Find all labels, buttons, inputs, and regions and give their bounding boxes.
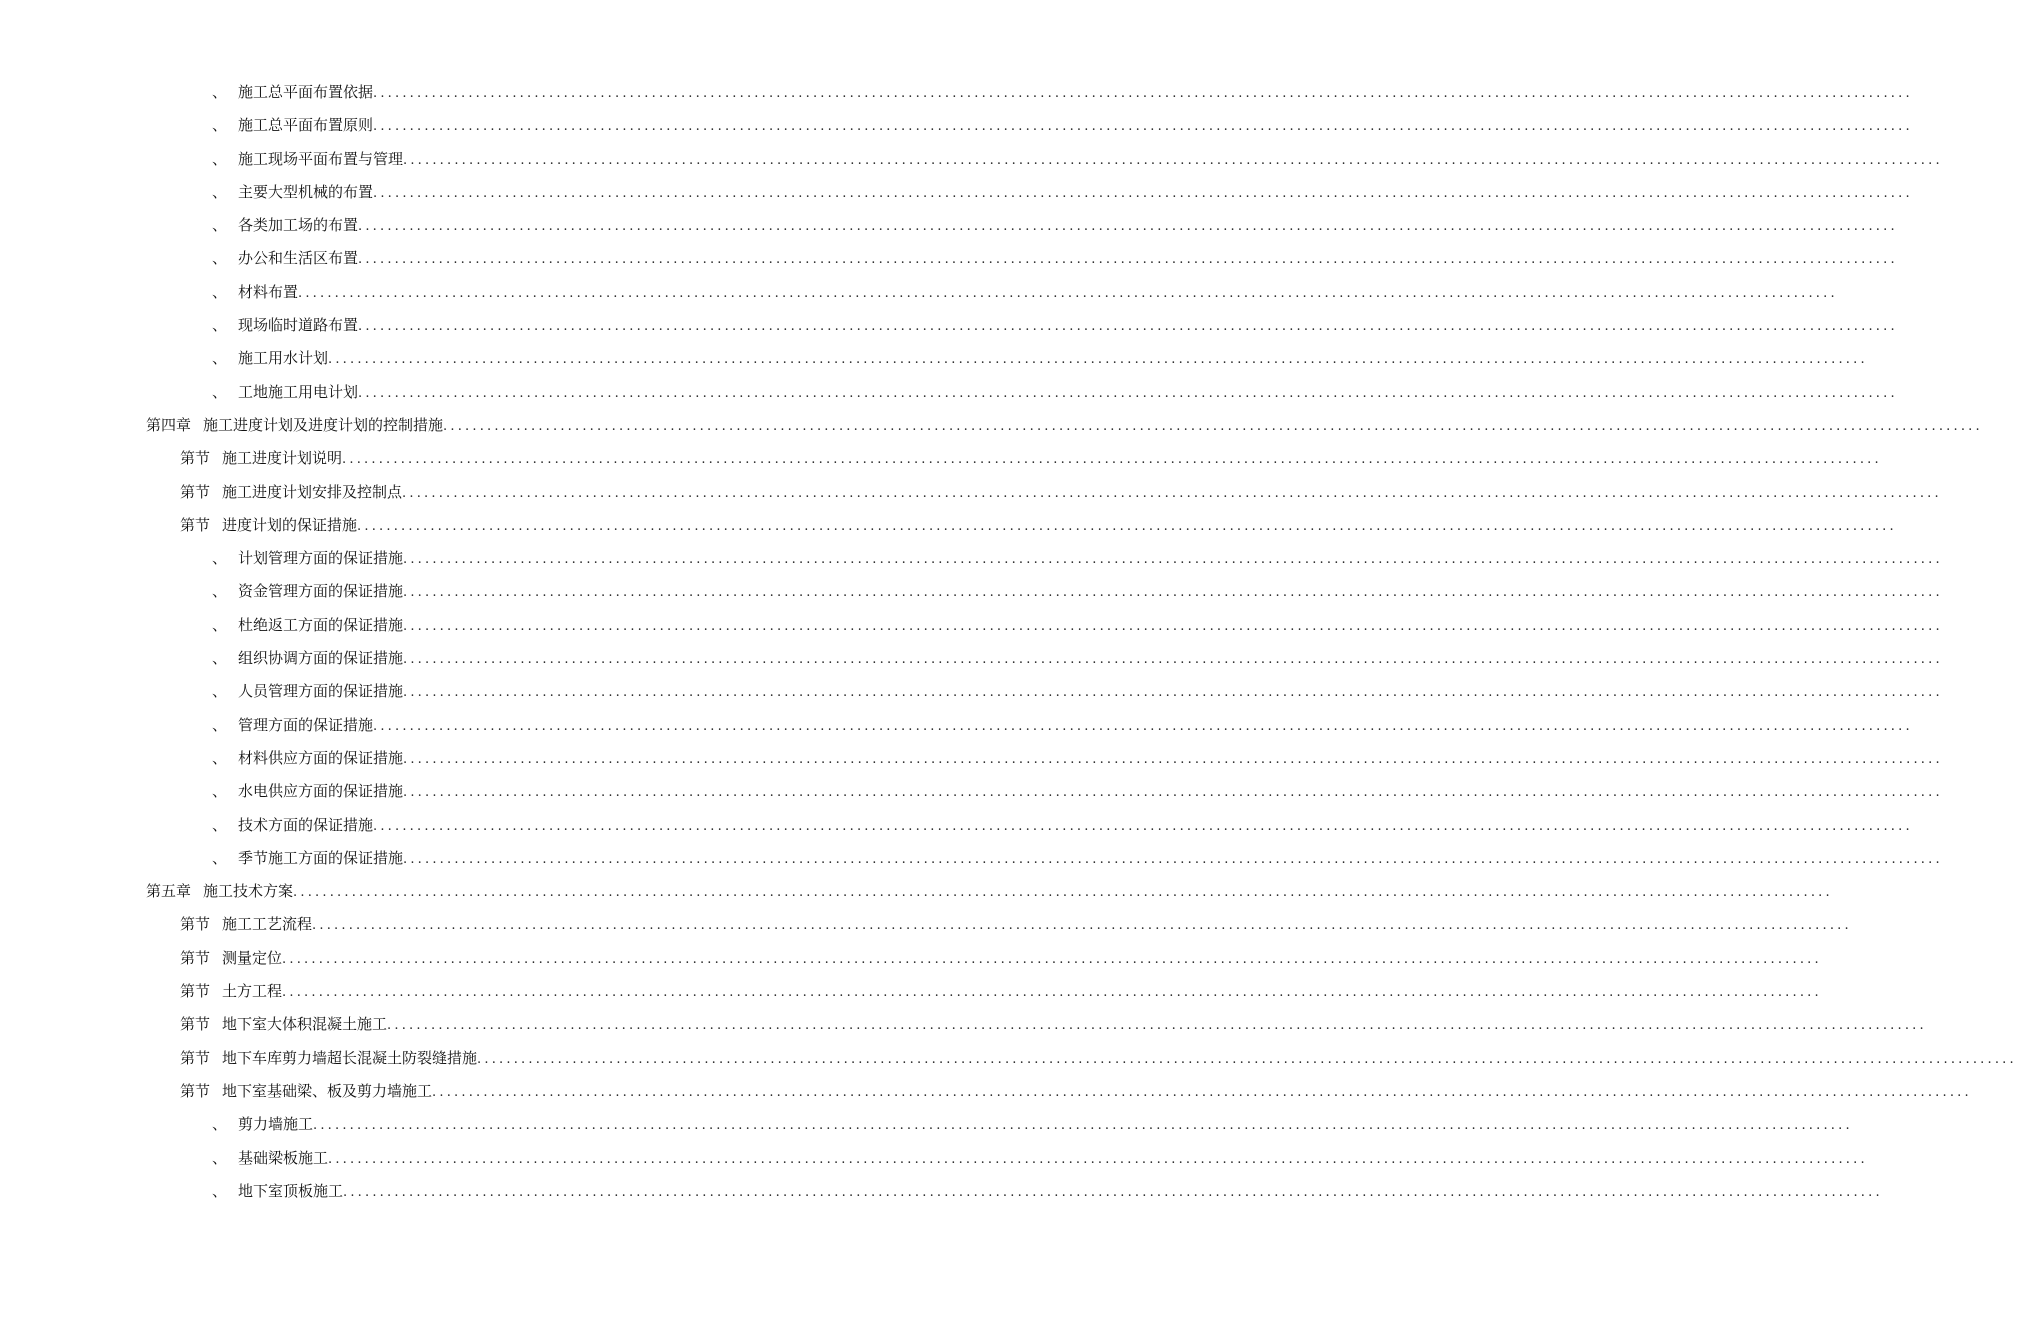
toc-entry-title: 施工总平面布置依据 — [238, 83, 374, 101]
toc-entry-title: 施工总平面布置原则 — [238, 116, 374, 135]
toc-entry-line — [238, 742, 1943, 776]
toc-entry[interactable] — [0, 176, 1913, 209]
toc-dot-leader: .................................................................................................................................................................................................................. — [403, 585, 1943, 601]
toc-entry-line — [238, 842, 1943, 876]
toc-entry-line — [180, 1008, 1927, 1042]
toc-entry-line — [238, 342, 1868, 376]
toc-entry-title: 资金管理方面的保证措施 — [238, 582, 404, 601]
toc-entry-title: 施工现场平面布置与管理 — [238, 149, 404, 168]
toc-entry[interactable] — [0, 76, 1913, 109]
toc-entry-title: 办公和生活区布置 — [238, 249, 359, 268]
toc-dot-leader: .................................................................................................................................................................................................................. — [298, 285, 1838, 301]
toc-dot-leader: .................................................................................................................................................................................................................. — [358, 319, 1898, 335]
toc-entry-title: 剪力墙施工 — [238, 1115, 314, 1134]
toc-dot-leader: .................................................................................................................................................................................................................. — [432, 1084, 1972, 1100]
toc-entry-marker: 、 — [212, 282, 228, 301]
toc-entry-title: 施工用水计划 — [238, 349, 329, 368]
toc-dot-leader: .................................................................................................................................................................................................................. — [387, 1018, 1927, 1034]
toc-dot-leader: .................................................................................................................................................................................................................. — [282, 985, 1822, 1001]
toc-entry-marker: 、 — [212, 848, 228, 867]
toc-entry-number: 第节 — [180, 1081, 211, 1100]
toc-entry-line — [238, 242, 1898, 276]
toc-entry-title: 施工进度计划说明 — [222, 449, 343, 468]
toc-dot-leader: .................................................................................................................................................................................................................. — [373, 86, 1913, 101]
toc-entry-line — [238, 309, 1898, 343]
toc-dot-leader: .................................................................................................................................................................................................................. — [402, 485, 1942, 501]
toc-entry[interactable] — [0, 742, 1943, 775]
toc-entry-title: 施工工艺流程 — [222, 915, 313, 934]
toc-entry-number: 第节 — [180, 515, 211, 534]
toc-dot-leader: .................................................................................................................................................................................................................. — [443, 418, 1983, 434]
toc-entry[interactable] — [0, 975, 1822, 1008]
toc-dot-leader: .................................................................................................................................................................................................................. — [373, 718, 1913, 734]
toc-dot-leader: .................................................................................................................................................................................................................. — [403, 618, 1943, 634]
toc-entry[interactable] — [0, 409, 1983, 442]
toc-entry[interactable] — [0, 908, 1852, 941]
toc-entry-line — [238, 143, 1943, 177]
toc-entry-marker: 、 — [212, 149, 228, 168]
toc-entry-line — [146, 409, 1983, 443]
toc-entry-marker: 、 — [212, 782, 228, 801]
toc-entry[interactable] — [0, 709, 1913, 742]
toc-entry[interactable] — [0, 675, 1943, 708]
toc-entry-line — [180, 942, 1822, 976]
toc-entry-line — [180, 476, 1942, 510]
toc-entry[interactable] — [0, 609, 1943, 642]
toc-entry-marker: 、 — [212, 549, 228, 568]
toc-entry[interactable] — [0, 309, 1898, 342]
toc-entry-number: 第节 — [180, 449, 211, 468]
toc-entry-line — [180, 1075, 1972, 1109]
toc-entry[interactable] — [0, 809, 1913, 842]
toc-entry-title: 施工技术方案 — [203, 882, 294, 901]
toc-entry[interactable] — [0, 875, 1833, 908]
toc-entry-title: 进度计划的保证措施 — [222, 515, 358, 534]
toc-entry-line — [238, 376, 1898, 410]
toc-entry-line — [238, 575, 1943, 609]
toc-entry[interactable] — [0, 509, 1897, 542]
toc-entry[interactable] — [0, 276, 1838, 309]
toc-entry-number: 第节 — [180, 915, 211, 934]
toc-entry-line — [238, 675, 1943, 709]
toc-entry-number: 第节 — [180, 948, 211, 967]
toc-entry[interactable] — [0, 1108, 1853, 1141]
toc-entry-title: 技术方面的保证措施 — [238, 815, 374, 834]
toc-entry[interactable] — [0, 476, 1942, 509]
toc-entry-line — [238, 642, 1943, 676]
toc-entry-marker: 、 — [212, 649, 228, 668]
toc-dot-leader: .................................................................................................................................................................................................................. — [403, 685, 1943, 701]
toc-dot-leader: .................................................................................................................................................................................................................. — [403, 751, 1943, 767]
toc-dot-leader: .................................................................................................................................................................................................................. — [403, 552, 1943, 568]
toc-entry[interactable] — [0, 542, 1943, 575]
toc-dot-leader: .................................................................................................................................................................................................................. — [282, 951, 1822, 967]
toc-entry-title: 测量定位 — [222, 948, 283, 967]
toc-dot-leader: .................................................................................................................................................................................................................. — [477, 1051, 2017, 1067]
toc-entry-marker: 、 — [212, 1115, 228, 1134]
toc-dot-leader: .................................................................................................................................................................................................................. — [313, 1118, 1853, 1134]
toc-entry-title: 地下室顶板施工 — [238, 1181, 344, 1200]
toc-entry-title: 施工进度计划及进度计划的控制措施 — [203, 415, 444, 434]
toc-entry-line — [238, 1142, 1868, 1176]
toc-entry[interactable] — [0, 1175, 1883, 1208]
toc-entry-line — [238, 1108, 1853, 1142]
toc-entry-line — [238, 76, 1913, 110]
toc-entry-title: 杜绝返工方面的保证措施 — [238, 615, 404, 634]
toc-entry-line — [180, 975, 1822, 1009]
toc-entry-title: 基础梁板施工 — [238, 1148, 329, 1167]
toc-dot-leader: .................................................................................................................................................................................................................. — [403, 851, 1943, 867]
toc-entry-line — [238, 809, 1913, 843]
toc-entry[interactable] — [0, 442, 1882, 475]
toc-entry[interactable] — [0, 209, 1898, 242]
toc-entry-marker: 、 — [212, 349, 228, 368]
toc-dot-leader: .................................................................................................................................................................................................................. — [358, 385, 1898, 401]
toc-entry-title: 材料布置 — [238, 282, 299, 301]
table-of-contents — [0, 76, 2017, 1208]
toc-entry-marker: 、 — [212, 615, 228, 634]
toc-dot-leader: .................................................................................................................................................................................................................. — [312, 918, 1852, 934]
toc-entry-number: 第节 — [180, 982, 211, 1001]
toc-entry-marker: 、 — [212, 382, 228, 401]
toc-entry-marker: 、 — [212, 116, 228, 135]
toc-entry[interactable] — [0, 1042, 2017, 1075]
toc-entry-marker: 、 — [212, 815, 228, 834]
toc-entry-line — [180, 509, 1897, 543]
toc-entry-title: 地下室大体积混凝土施工 — [222, 1015, 388, 1034]
toc-entry-marker: 、 — [212, 748, 228, 767]
toc-entry-line — [238, 1175, 1883, 1209]
toc-entry-title: 现场临时道路布置 — [238, 316, 359, 335]
toc-entry-number: 第节 — [180, 482, 211, 501]
toc-entry-line — [238, 542, 1943, 576]
toc-dot-leader: .................................................................................................................................................................................................................. — [358, 252, 1898, 268]
toc-dot-leader: .................................................................................................................................................................................................................. — [403, 652, 1943, 668]
toc-entry-title: 人员管理方面的保证措施 — [238, 682, 404, 701]
toc-entry-marker: 、 — [212, 682, 228, 701]
toc-dot-leader: .................................................................................................................................................................................................................. — [403, 152, 1943, 168]
toc-dot-leader: .................................................................................................................................................................................................................. — [358, 219, 1898, 235]
toc-entry-title: 施工进度计划安排及控制点 — [222, 482, 403, 501]
toc-entry-marker: 、 — [212, 1148, 228, 1167]
toc-entry[interactable] — [0, 1075, 1972, 1108]
toc-entry[interactable] — [0, 1142, 1868, 1175]
toc-entry[interactable] — [0, 842, 1943, 875]
toc-entry[interactable] — [0, 109, 1913, 142]
toc-entry[interactable] — [0, 575, 1943, 608]
toc-dot-leader: .................................................................................................................................................................................................................. — [357, 518, 1897, 534]
toc-entry-title: 组织协调方面的保证措施 — [238, 649, 404, 668]
toc-entry-title: 地下车库剪力墙超长混凝土防裂缝措施 — [222, 1048, 478, 1067]
toc-entry[interactable] — [0, 775, 1943, 808]
toc-entry-number: 第四章 — [146, 415, 192, 434]
toc-entry-line — [238, 775, 1943, 809]
toc-dot-leader: .................................................................................................................................................................................................................. — [373, 185, 1913, 201]
toc-entry-marker: 、 — [212, 316, 228, 335]
toc-entry-title: 管理方面的保证措施 — [238, 715, 374, 734]
toc-dot-leader: .................................................................................................................................................................................................................. — [328, 352, 1868, 368]
toc-entry[interactable] — [0, 242, 1898, 275]
toc-entry-title: 材料供应方面的保证措施 — [238, 748, 404, 767]
toc-dot-leader: .................................................................................................................................................................................................................. — [328, 1151, 1868, 1167]
toc-entry-title: 工地施工用电计划 — [238, 382, 359, 401]
toc-entry-line — [238, 609, 1943, 643]
toc-entry-marker: 、 — [212, 83, 228, 101]
toc-dot-leader: .................................................................................................................................................................................................................. — [373, 119, 1913, 135]
toc-entry-line — [146, 875, 1833, 909]
toc-entry-line — [238, 109, 1913, 143]
toc-entry-marker: 、 — [212, 216, 228, 235]
toc-entry-line — [180, 442, 1882, 476]
toc-entry-marker: 、 — [212, 182, 228, 201]
toc-entry[interactable] — [0, 342, 1868, 375]
toc-entry-line — [180, 908, 1852, 942]
toc-dot-leader: .................................................................................................................................................................................................................. — [403, 785, 1943, 801]
toc-entry-line — [238, 176, 1913, 210]
toc-entry-line — [238, 209, 1898, 243]
toc-entry[interactable] — [0, 1008, 1927, 1041]
toc-entry-marker: 、 — [212, 715, 228, 734]
toc-entry-marker: 、 — [212, 249, 228, 268]
toc-entry-title: 季节施工方面的保证措施 — [238, 848, 404, 867]
toc-entry-title: 各类加工场的布置 — [238, 216, 359, 235]
toc-entry-title: 地下室基础梁、板及剪力墙施工 — [222, 1081, 433, 1100]
toc-entry-title: 水电供应方面的保证措施 — [238, 782, 404, 801]
toc-entry-marker: 、 — [212, 582, 228, 601]
toc-entry[interactable] — [0, 143, 1943, 176]
toc-entry-line — [238, 276, 1838, 310]
toc-entry[interactable] — [0, 642, 1943, 675]
toc-entry-number: 第节 — [180, 1015, 211, 1034]
toc-entry-title: 土方工程 — [222, 982, 283, 1001]
toc-entry-title: 计划管理方面的保证措施 — [238, 549, 404, 568]
toc-dot-leader: .................................................................................................................................................................................................................. — [343, 1184, 1883, 1200]
toc-entry-marker: 、 — [212, 1181, 228, 1200]
toc-dot-leader: .................................................................................................................................................................................................................. — [293, 885, 1833, 901]
toc-entry-line — [238, 709, 1913, 743]
toc-entry-number: 第节 — [180, 1048, 211, 1067]
toc-entry-title: 主要大型机械的布置 — [238, 182, 374, 201]
toc-entry-line — [180, 1042, 2017, 1076]
toc-entry[interactable] — [0, 942, 1822, 975]
toc-entry-number: 第五章 — [146, 882, 192, 901]
toc-dot-leader: .................................................................................................................................................................................................................. — [373, 818, 1913, 834]
toc-dot-leader: .................................................................................................................................................................................................................. — [342, 452, 1882, 468]
toc-entry[interactable] — [0, 376, 1898, 409]
